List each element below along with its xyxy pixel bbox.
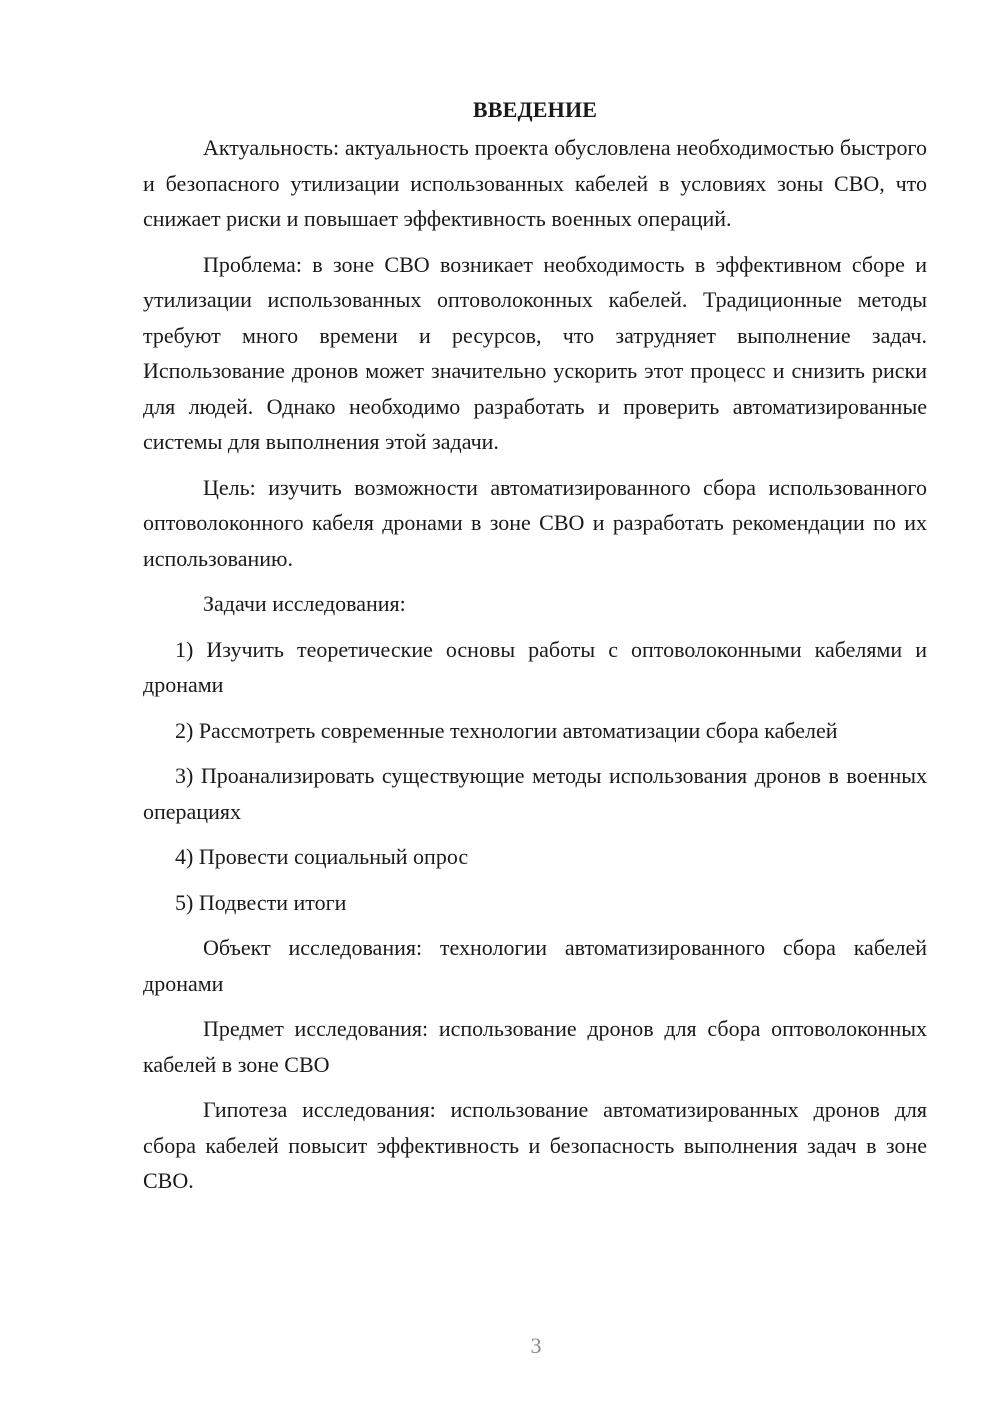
paragraph-problem: Проблема: в зоне СВО возникает необходимость в эффективном сборе и утилизации использованных оптоволоконных кабелей. Традиционные методы требуют много времени и ресурсов, что затрудняет выполнение задач. Использование дронов может значительно ускорить этот процесс и снизить риски для людей. Однако необходимо разработать и проверить автоматизированные системы для выполнения этой задачи. xyxy=(143,251,927,454)
tasks-list xyxy=(143,632,927,921)
section-heading: ВВЕДЕНИЕ xyxy=(472,97,598,122)
list-item: 3) Проанализировать существующие методы использования дронов в военных операциях xyxy=(143,763,927,824)
paragraph-goal: Цель: изучить возможности автоматизированного сбора использованного оптоволоконного кабеля дронами в зоне СВО и разработать рекомендации по их использованию. xyxy=(143,474,927,571)
paragraph-hypothesis: Гипотеза исследования: использование автоматизированных дронов для сбора кабелей повысит эффективность и безопасность выполнения задач в зоне СВО. xyxy=(143,1097,927,1193)
list-item: 4) Провести социальный опрос xyxy=(175,844,469,869)
list-item: 2) Рассмотреть современные технологии автоматизации сбора кабелей xyxy=(175,717,838,743)
list-item: 5) Подвести итоги xyxy=(175,889,347,915)
page-number: 3 xyxy=(530,1333,542,1358)
paragraph-relevance: Актуальность: актуальность проекта обусловлена необходимостью быстрого и безопасного утилизации использованных кабелей в условиях зоны СВО, что снижает риски и повышает эффективность военных операций. xyxy=(143,135,927,231)
paragraph-subject: Предмет исследования: использование дронов для сбора оптоволоконных кабелей в зоне СВО xyxy=(143,1016,927,1077)
tasks-title: Задачи исследования: xyxy=(203,591,406,616)
page-content xyxy=(143,92,927,1209)
paragraph-object: Объект исследования: технологии автоматизированного сбора кабелей дронами xyxy=(143,935,927,996)
list-item: 1) Изучить теоретические основы работы с оптоволоконными кабелями и дронами xyxy=(143,636,927,697)
